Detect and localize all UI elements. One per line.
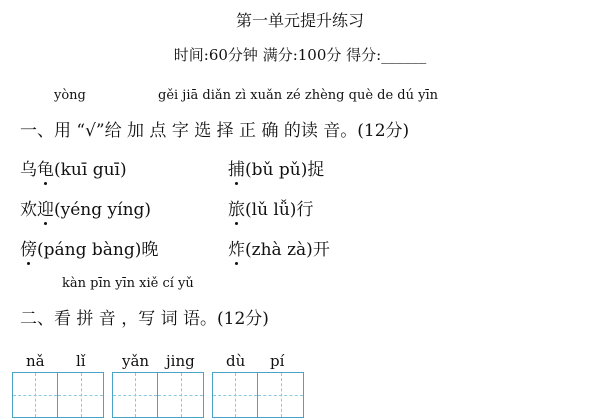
pinyin-choices: (zhà zà) xyxy=(245,240,313,260)
word-pinyin: nǎ xyxy=(26,352,45,370)
q1-row-3-right xyxy=(228,235,330,260)
question-2-text: 二、看 拼 音 ，写 词 语。(12分) xyxy=(20,309,269,329)
char: 晚 xyxy=(141,240,159,260)
pinyin-choices: (lǔ lǚ) xyxy=(245,200,297,220)
word-pinyin: pí xyxy=(270,352,285,370)
page-title: 第一单元提升练习 xyxy=(235,11,364,30)
q1-row-1-left xyxy=(20,155,127,180)
char: 捉 xyxy=(307,160,325,180)
pinyin-choices: (yéng yíng) xyxy=(54,200,152,220)
q1-row-2-left xyxy=(20,195,151,220)
word-pinyin: dù xyxy=(226,352,246,370)
char: 乌 xyxy=(20,160,37,180)
pinyin-choices: (páng bàng) xyxy=(37,240,142,260)
writing-grid-3 xyxy=(212,372,304,418)
dotted-char: 捕 xyxy=(228,155,245,180)
tianzige-box[interactable] xyxy=(12,372,58,418)
dotted-char: 炸 xyxy=(228,235,245,260)
tianzige-box[interactable] xyxy=(258,372,304,418)
q1-row-2-right xyxy=(228,195,313,220)
tianzige-box[interactable] xyxy=(158,372,204,418)
pinyin-choices: (kuī guī) xyxy=(54,160,127,180)
word-pinyin: jing xyxy=(166,352,195,370)
question-1-text: 一、用 “√”给 加 点 字 选 择 正 确 的读 音。(12分) xyxy=(20,121,410,141)
dotted-char: 傍 xyxy=(20,235,37,260)
char: 开 xyxy=(312,240,330,260)
word-pinyin: yǎn xyxy=(122,352,150,370)
tianzige-box[interactable] xyxy=(58,372,104,418)
char: 行 xyxy=(296,200,314,220)
writing-grid-2 xyxy=(112,372,204,418)
q1-pinyin-2: gěi jiā diǎn zì xuǎn zé zhèng què de dú yīn xyxy=(158,88,438,103)
tianzige-box[interactable] xyxy=(212,372,258,418)
writing-grid-1 xyxy=(12,372,104,418)
tianzige-box[interactable] xyxy=(112,372,158,418)
dotted-char: 迎 xyxy=(37,195,54,220)
q1-pinyin-1: yòng xyxy=(54,88,86,103)
word-pinyin: lǐ xyxy=(76,352,86,370)
q1-row-3-left xyxy=(20,235,158,260)
dotted-char: 旅 xyxy=(228,195,245,220)
exam-meta: 时间:60分钟 满分:100分 得分:______ xyxy=(173,46,427,64)
q2-pinyin: kàn pīn yīn xiě cí yǔ xyxy=(62,276,194,291)
dotted-char: 龟 xyxy=(37,155,54,180)
q1-row-1-right xyxy=(228,155,324,180)
pinyin-choices: (bǔ pǔ) xyxy=(245,160,308,180)
char: 欢 xyxy=(20,200,37,220)
